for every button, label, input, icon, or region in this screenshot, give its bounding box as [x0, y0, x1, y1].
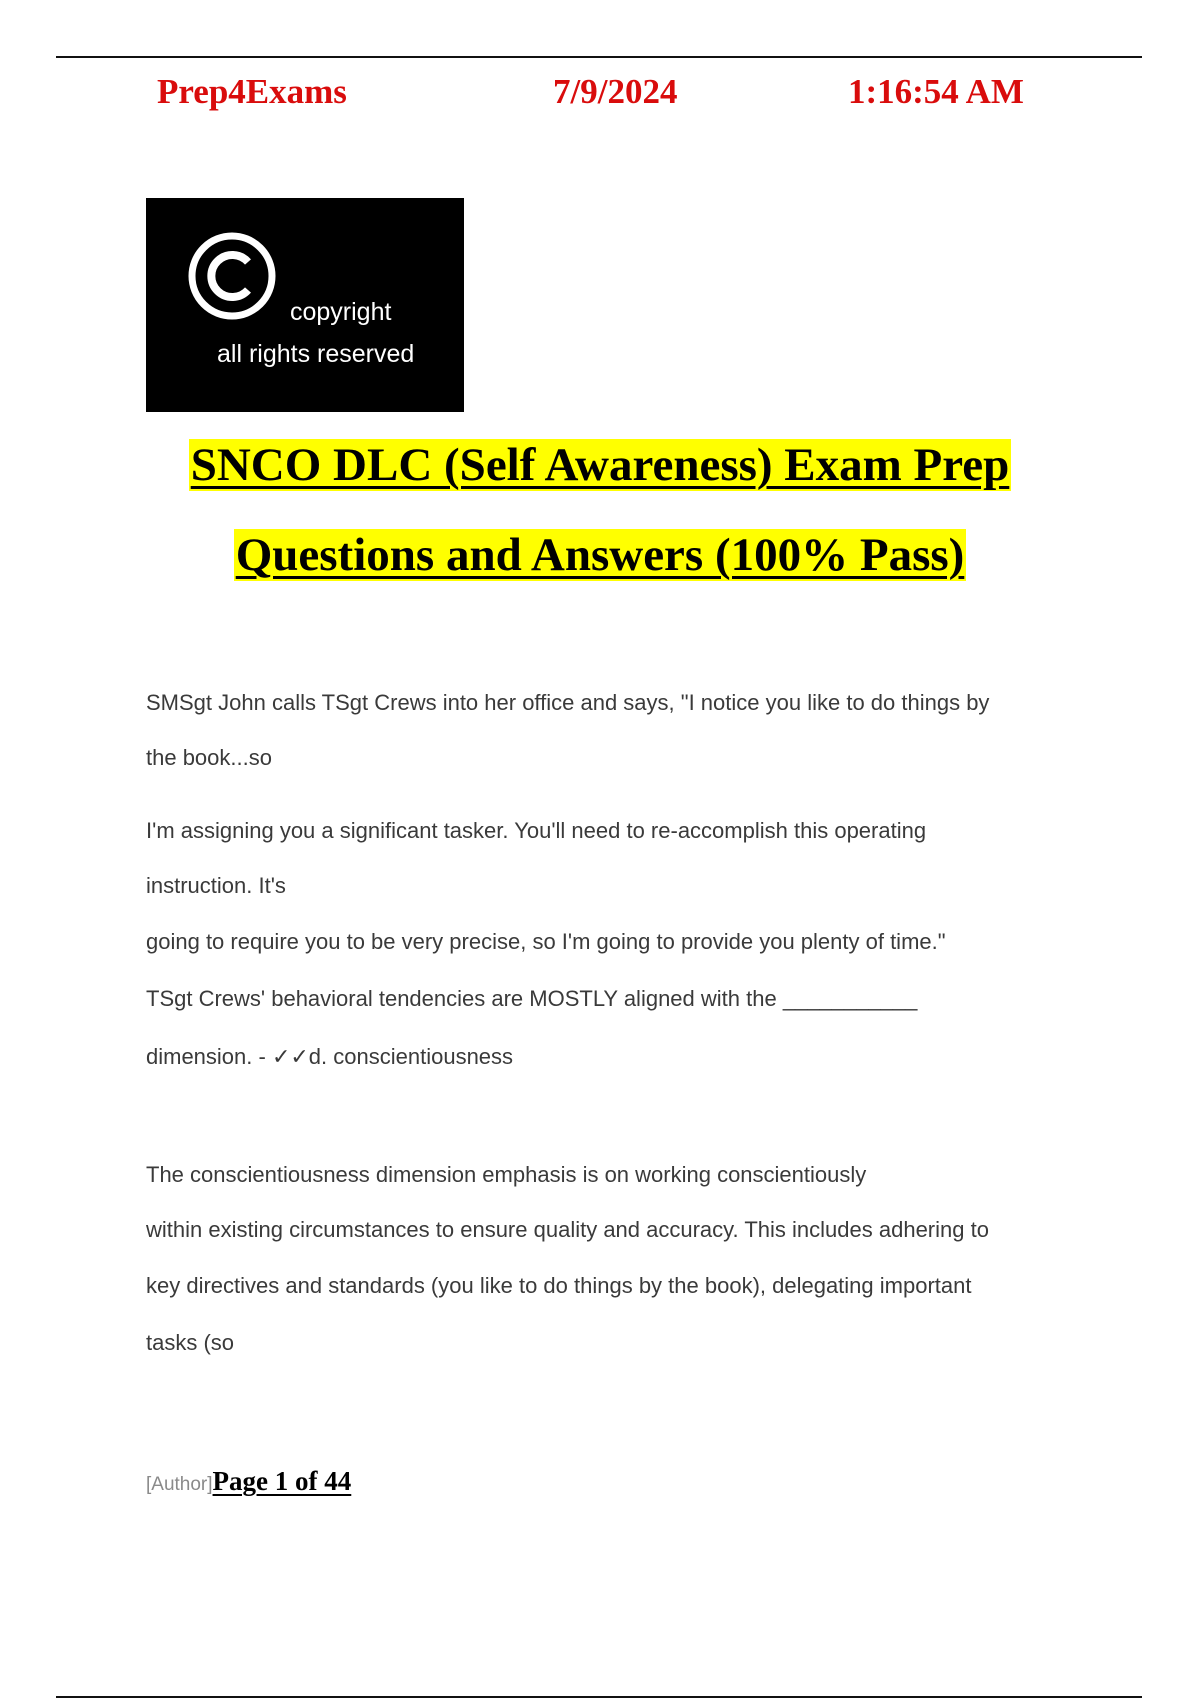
title-text-1: SNCO DLC (Self Awareness) Exam Prep: [190, 439, 1010, 491]
answer-line: dimension. - ✓✓d. conscientiousness: [146, 1044, 514, 1069]
page-footer: [146, 1466, 351, 1497]
rights-reserved-text: all rights reserved: [217, 340, 415, 368]
explanation-line: tasks (so: [146, 1330, 235, 1355]
copyright-text: copyright: [290, 298, 392, 326]
bottom-rule: [56, 1696, 1142, 1698]
top-rule: [56, 56, 1142, 58]
document-title-line-2: [0, 528, 1200, 582]
author-placeholder: [Author]: [146, 1474, 213, 1495]
question-line: the book...so: [146, 745, 272, 770]
title-text-2: Questions and Answers (100% Pass): [235, 529, 965, 581]
question-line: going to require you to be very precise, so I'm going to provide you plenty of time.": [146, 929, 946, 954]
question-line: instruction. It's: [146, 873, 286, 898]
copyright-logo: [146, 198, 464, 412]
header-time: 1:16:54 AM: [848, 72, 1024, 111]
question-line: I'm assigning you a significant tasker. You'll need to re-accomplish this operating: [146, 818, 927, 843]
page-number: Page 1 of 44: [212, 1466, 352, 1496]
explanation-line: within existing circumstances to ensure quality and accuracy. This includes adhering to: [146, 1217, 989, 1242]
explanation-line: key directives and standards (you like to do things by the book), delegating important: [146, 1273, 972, 1298]
question-line: SMSgt John calls TSgt Crews into her office and says, "I notice you like to do things by: [146, 690, 990, 715]
question-line: TSgt Crews' behavioral tendencies are MOSTLY aligned with the ___________: [146, 986, 918, 1011]
explanation-line: The conscientiousness dimension emphasis is on working conscientiously: [146, 1162, 867, 1187]
header-date: 7/9/2024: [553, 72, 678, 111]
copyright-icon: [186, 230, 278, 322]
document-title-line-1: [0, 438, 1200, 492]
brand-name: Prep4Exams: [157, 72, 347, 111]
